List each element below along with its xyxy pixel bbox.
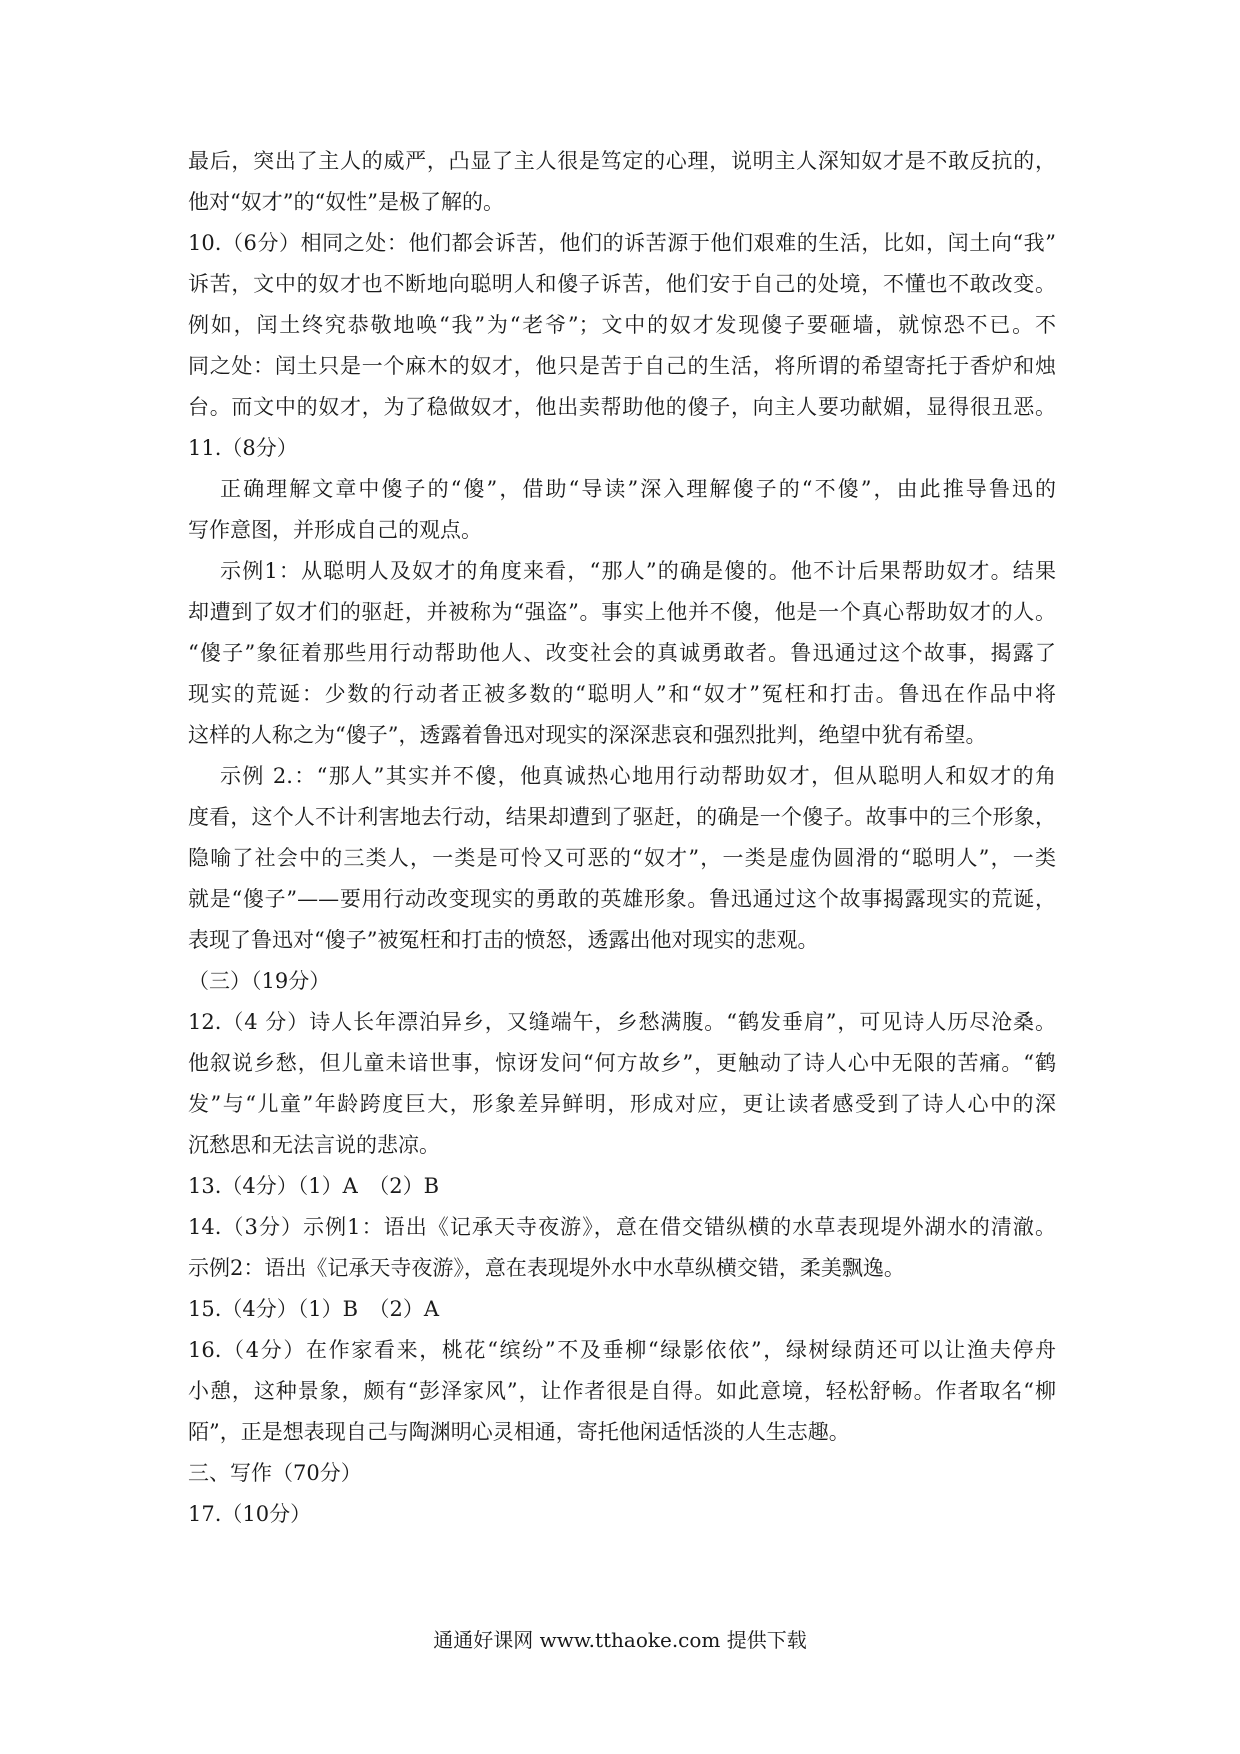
example-2-line: 示例 2.：“那人”其实并不傻，他真诚热心地用行动帮助奴才，但从聪明人和奴才的角 [220,764,1056,788]
text-line: 发”与“儿童”年龄跨度巨大，形象差异鲜明，形成对应，更让读者感受到了诗人心中的深 [188,1092,1056,1116]
answer-11-heading: 11.（8分） [188,436,298,460]
answer-16-line: 16.（4分）在作家看来，桃花“缤纷”不及垂柳“绿影依依”，绿树绿荫还可以让渔夫停舟 [188,1338,1056,1362]
text-line: 却遭到了奴才们的驱赶，并被称为“强盗”。事实上他并不傻，他是一个真心帮助奴才的人。 [188,600,1056,624]
text-line: 他对“奴才”的“奴性”是极了解的。 [188,190,504,214]
page-footer: 通通好课网 www.tthaoke.com 提供下载 [433,1628,807,1652]
text-line: 就是“傻子”——要用行动改变现实的勇敢的英雄形象。鲁迅通过这个故事揭露现实的荒诞， [188,887,1056,911]
text-line: 他叙说乡愁，但儿童未谙世事，惊讶发问“何方故乡”，更触动了诗人心中无限的苦痛。“鹤 [188,1051,1056,1075]
example-1-line: 示例1：从聪明人及奴才的角度来看，“那人”的确是傻的。他不计后果帮助奴才。结果 [220,559,1056,583]
section-3-heading: （三）（19分） [188,969,331,993]
document-body [188,141,1056,1535]
text-line: “傻子”象征着那些用行动帮助他人、改变社会的真诚勇敢者。鲁迅通过这个故事，揭露了 [188,641,1056,665]
text-line: 写作意图，并形成自己的观点。 [188,518,482,542]
text-line: 隐喻了社会中的三类人，一类是可怜又可恶的“奴才”，一类是虚伪圆滑的“聪明人”，一类 [188,846,1056,870]
text-line: 现实的荒诞：少数的行动者正被多数的“聪明人”和“奴才”冤枉和打击。鲁迅在作品中将 [188,682,1056,706]
text-line: 诉苦，文中的奴才也不断地向聪明人和傻子诉苦，他们安于自己的处境，不懂也不敢改变。 [188,272,1056,296]
text-line: 示例2：语出《记承天寺夜游》，意在表现堤外水中水草纵横交错，柔美飘逸。 [188,1256,905,1280]
writing-section-heading: 三、写作（70分） [188,1461,362,1485]
text-line: 小憩，这种景象，颇有“彭泽家风”，让作者很是自得。如此意境，轻松舒畅。作者取名“柳 [188,1379,1056,1403]
text-line: 台。而文中的奴才，为了稳做奴才，他出卖帮助他的傻子，向主人要功献媚，显得很丑恶。 [188,395,1056,419]
text-line: 正确理解文章中傻子的“傻”，借助“导读”深入理解傻子的“不傻”，由此推导鲁迅的 [220,477,1056,501]
answer-15-line: 15.（4分）（1）B （2）A [188,1297,440,1321]
text-line: 最后，突出了主人的威严，凸显了主人很是笃定的心理，说明主人深知奴才是不敢反抗的， [188,149,1056,173]
text-line: 同之处：闰土只是一个麻木的奴才，他只是苦于自己的生活，将所谓的希望寄托于香炉和烛 [188,354,1056,378]
answer-10-line: 10.（6分）相同之处：他们都会诉苦，他们的诉苦源于他们艰难的生活，比如，闰土向“我” [188,231,1056,255]
answer-14-line: 14.（3分）示例1：语出《记承天寺夜游》，意在借交错纵横的水草表现堤外湖水的清澈。 [188,1215,1056,1239]
answer-13-line: 13.（4分）（1）A （2）B [188,1174,440,1198]
text-line: 陌”，正是想表现自己与陶渊明心灵相通，寄托他闲适恬淡的人生志趣。 [188,1420,850,1444]
answer-12-line: 12.（4 分）诗人长年漂泊异乡，又缝端午，乡愁满腹。“鹤发垂肩”，可见诗人历尽沧桑。 [188,1010,1056,1034]
answer-17-heading: 17.（10分） [188,1502,312,1526]
text-line: 这样的人称之为“傻子”，透露着鲁迅对现实的深深悲哀和强烈批判，绝望中犹有希望。 [188,723,987,747]
text-line: 度看，这个人不计利害地去行动，结果却遭到了驱赶，的确是一个傻子。故事中的三个形象， [188,805,1056,829]
text-line: 例如，闰土终究恭敬地唤“我”为“老爷”；文中的奴才发现傻子要砸墙，就惊恐不已。不 [188,313,1056,337]
text-line: 沉愁思和无法言说的悲凉。 [188,1133,440,1157]
text-line: 表现了鲁迅对“傻子”被冤枉和打击的愤怒，透露出他对现实的悲观。 [188,928,819,952]
